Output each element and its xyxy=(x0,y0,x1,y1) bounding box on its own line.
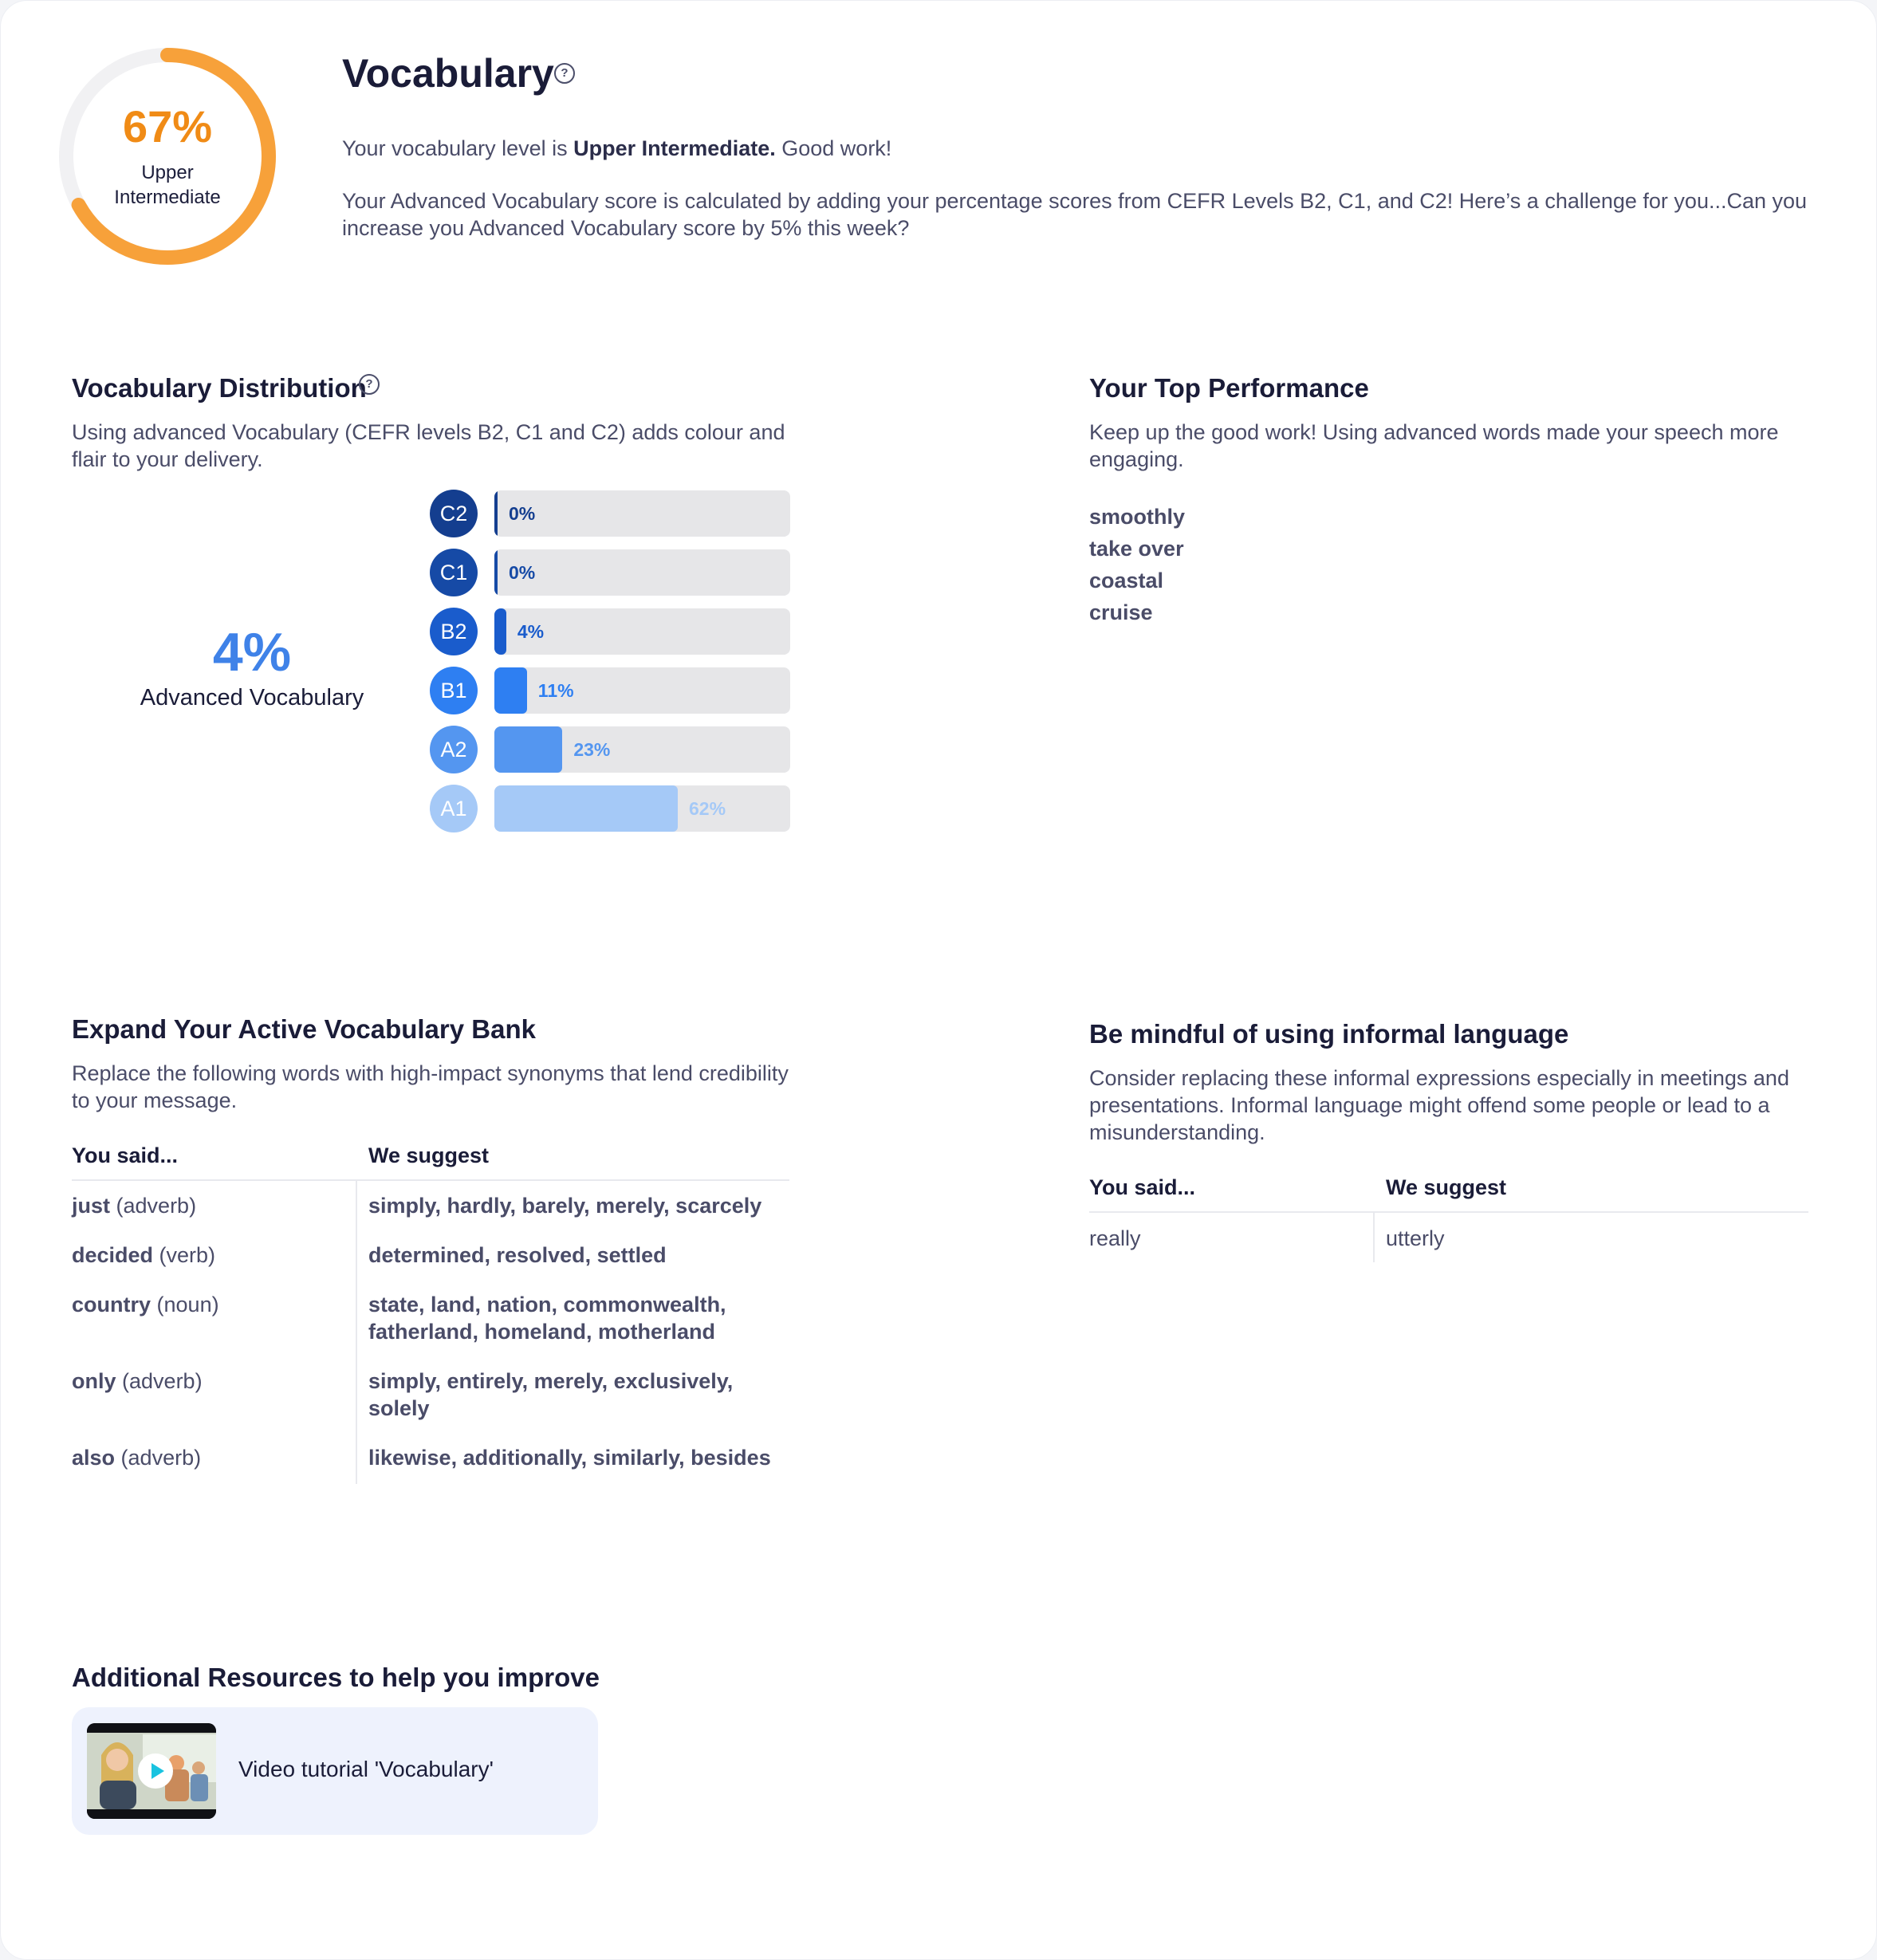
level-percent-c1: 0% xyxy=(509,562,536,583)
said-pos: (noun) xyxy=(156,1293,219,1317)
level-fill-b1 xyxy=(494,667,527,714)
gauge-level-line1: Upper xyxy=(141,162,194,183)
level-fill-a2 xyxy=(494,726,562,773)
level-row-b2 xyxy=(430,607,790,656)
advanced-vocabulary-label: Advanced Vocabulary xyxy=(140,685,364,710)
video-tutorial-title[interactable]: Video tutorial 'Vocabulary' xyxy=(238,1757,494,1781)
play-icon[interactable] xyxy=(138,1753,173,1789)
level-badge-b2: B2 xyxy=(430,608,478,655)
table-row xyxy=(72,1291,219,1318)
informal-title: Be mindful of using informal language xyxy=(1089,1019,1569,1049)
top-word: coastal xyxy=(1089,569,1164,592)
level-track-c1 xyxy=(494,549,790,596)
distribution-help-icon[interactable]: ? xyxy=(359,374,380,395)
table-row xyxy=(72,1192,196,1219)
suggestion-cell: likewise, additionally, similarly, besides xyxy=(368,1446,771,1470)
top-performance-title: Your Top Performance xyxy=(1089,373,1369,403)
said-pos: (adverb) xyxy=(116,1194,197,1218)
summary-prefix: Your vocabulary level is xyxy=(342,136,568,160)
expand-title: Expand Your Active Vocabulary Bank xyxy=(72,1014,536,1044)
expand-header-divider xyxy=(72,1179,789,1181)
level-percent-c2: 0% xyxy=(509,503,536,524)
level-fill-a1 xyxy=(494,785,678,832)
said-word: country xyxy=(72,1293,151,1317)
level-row-a2 xyxy=(430,725,790,774)
level-track-b2 xyxy=(494,608,790,655)
score-description: Your Advanced Vocabulary score is calculated by adding your percentage scores from CEFR Levels B2, C1, and C2! Here’s a challenge for you...Can you increase you Advanced Vocabulary score by 5% this week? xyxy=(342,189,1808,240)
resources-title: Additional Resources to help you improve xyxy=(72,1663,600,1692)
top-word: smoothly xyxy=(1089,505,1186,529)
level-badge-b1: B1 xyxy=(430,667,478,714)
top-word: take over xyxy=(1089,537,1184,561)
level-badge-c1: C1 xyxy=(430,549,478,596)
summary-suffix: Good work! xyxy=(781,136,892,160)
level-row-a1 xyxy=(430,784,790,833)
expand-col-suggest: We suggest xyxy=(368,1143,490,1167)
table-row xyxy=(72,1444,201,1471)
level-percent-b1: 11% xyxy=(537,680,574,701)
expand-description: Replace the following words with high-impact synonyms that lend credibility to your message. xyxy=(72,1061,789,1112)
top-word: cruise xyxy=(1089,600,1153,624)
expand-col-said: You said... xyxy=(72,1143,179,1167)
level-track-a1 xyxy=(494,785,790,832)
distribution-description: Using advanced Vocabulary (CEFR levels B2, C1 and C2) adds colour and flair to your delivery. xyxy=(72,420,785,471)
suggestion-cell: state, land, nation, commonwealth, fatherland, homeland, motherland xyxy=(368,1293,726,1344)
gauge-level-line2: Intermediate xyxy=(114,187,221,208)
advanced-vocabulary-value: 4% xyxy=(212,622,292,683)
level-percent-a2: 23% xyxy=(573,739,611,760)
level-row-b1 xyxy=(430,666,790,715)
video-thumbnail[interactable] xyxy=(87,1723,216,1819)
informal-description: Consider replacing these informal expressions especially in meetings and presentations. Informal language might offend some people or lead to a misunderstanding. xyxy=(1089,1066,1789,1144)
suggestion-cell: determined, resolved, settled xyxy=(368,1243,667,1267)
said-pos: (adverb) xyxy=(120,1446,202,1470)
top-words-list xyxy=(1089,501,1185,628)
level-fill-b2 xyxy=(494,608,506,655)
level-summary xyxy=(342,135,1793,162)
said-pos: (adverb) xyxy=(122,1369,203,1393)
table-row xyxy=(72,1242,215,1269)
said-word: also xyxy=(72,1446,116,1470)
expand-column-divider xyxy=(356,1181,357,1484)
level-fill-c2 xyxy=(494,490,498,537)
level-percent-b2: 4% xyxy=(517,621,545,642)
suggestion-cell: simply, entirely, merely, exclusively, solely xyxy=(368,1369,734,1420)
level-percent-a1: 62% xyxy=(689,798,726,819)
informal-header-divider xyxy=(1089,1211,1808,1213)
informal-col-suggest: We suggest xyxy=(1386,1175,1507,1199)
level-badge-a1: A1 xyxy=(430,785,478,832)
said-word: only xyxy=(72,1369,116,1393)
gauge-percent: 67% xyxy=(122,101,213,152)
score-gauge xyxy=(56,45,279,268)
level-fill-c1 xyxy=(494,549,498,596)
informal-col-said: You said... xyxy=(1089,1175,1196,1199)
informal-said-cell: really xyxy=(1089,1226,1141,1250)
level-row-c2 xyxy=(430,489,790,538)
informal-column-divider xyxy=(1373,1213,1375,1262)
level-track-c2 xyxy=(494,490,790,537)
summary-level: Upper Intermediate. xyxy=(573,136,776,160)
said-word: just xyxy=(72,1194,111,1218)
suggestion-cell: simply, hardly, barely, merely, scarcely xyxy=(368,1194,762,1218)
page-title: Vocabulary xyxy=(342,51,554,96)
level-row-c1 xyxy=(430,548,790,597)
said-word: decided xyxy=(72,1243,154,1267)
level-track-b1 xyxy=(494,667,790,714)
level-badge-a2: A2 xyxy=(430,726,478,773)
level-track-a2 xyxy=(494,726,790,773)
level-badge-c2: C2 xyxy=(430,490,478,537)
distribution-title: Vocabulary Distribution xyxy=(72,373,367,403)
play-glyph xyxy=(138,1753,173,1789)
informal-suggest-cell: utterly xyxy=(1386,1226,1445,1250)
top-performance-description: Keep up the good work! Using advanced words made your speech more engaging. xyxy=(1089,420,1779,471)
help-icon[interactable]: ? xyxy=(554,63,575,84)
gauge-level-label xyxy=(56,160,279,210)
table-row xyxy=(72,1368,203,1395)
said-pos: (verb) xyxy=(159,1243,216,1267)
